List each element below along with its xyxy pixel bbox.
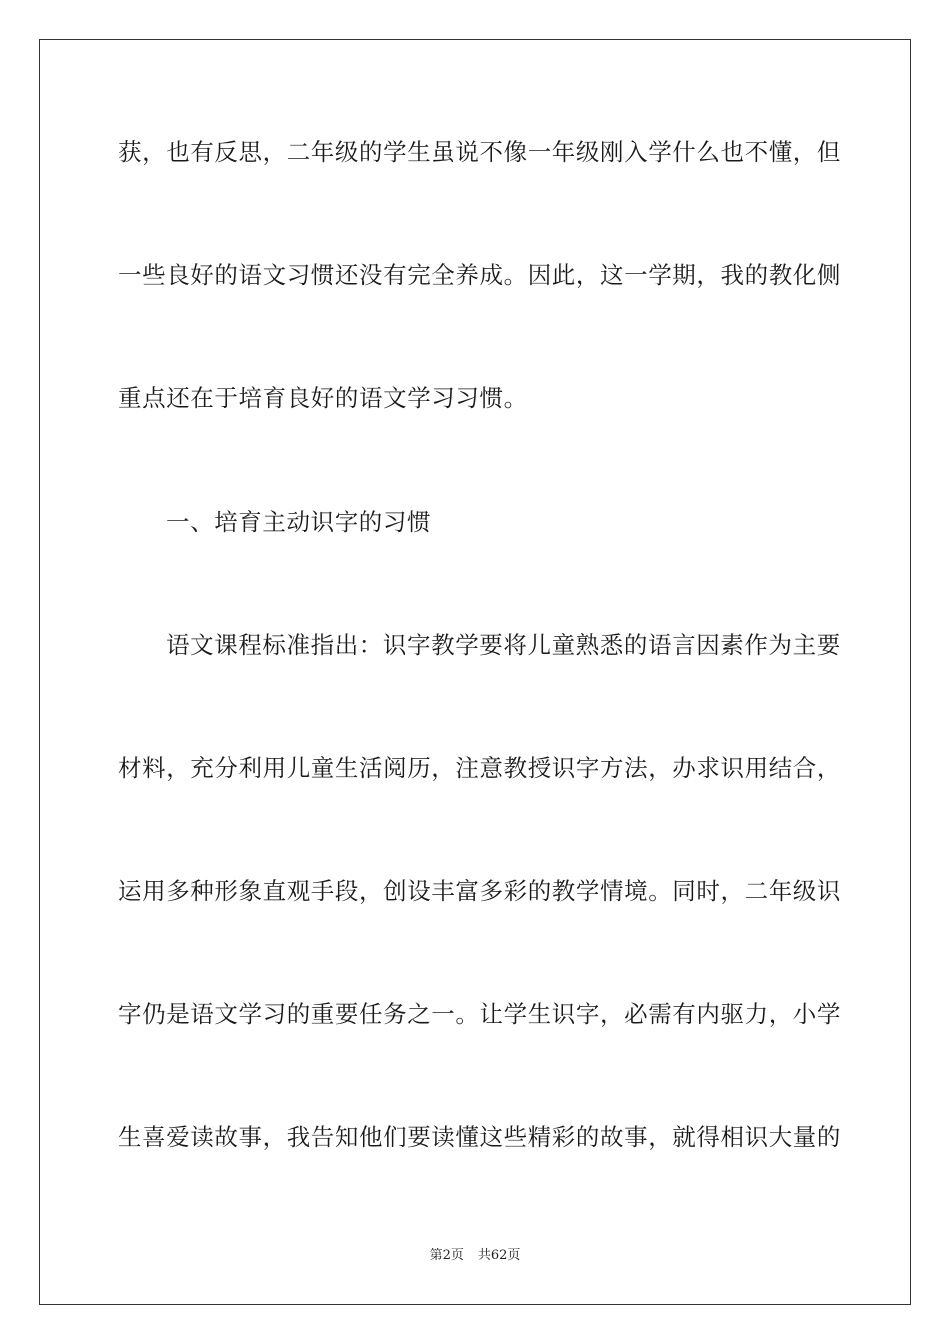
text-line-2: 一些良好的语文习惯还没有完全养成。因此，这一学期，我的教化侧 <box>118 261 841 289</box>
page-footer <box>0 1247 950 1265</box>
text-line-5: 语文课程标准指出：识字教学要将儿童熟悉的语言因素作为主要 <box>166 631 841 659</box>
text-line-3: 重点还在于培育良好的语文学习习惯。 <box>118 384 528 412</box>
page-total: 共62页 <box>477 1248 521 1263</box>
text-line-7: 运用多种形象直观手段，创设丰富多彩的教学情境。同时，二年级识 <box>118 877 841 905</box>
page-number: 第2页 <box>429 1248 464 1263</box>
text-line-6: 材料，充分利用儿童生活阅历，注意教授识字方法，办求识用结合， <box>118 754 841 782</box>
text-line-8: 字仍是语文学习的重要任务之一。让学生识字，必需有内驱力，小学 <box>118 1000 841 1028</box>
page-border <box>39 39 911 1305</box>
text-line-9: 生喜爱读故事，我告知他们要读懂这些精彩的故事，就得相识大量的 <box>118 1123 841 1151</box>
text-line-1: 获，也有反思，二年级的学生虽说不像一年级刚入学什么也不懂，但 <box>118 138 841 166</box>
section-heading: 一、培育主动识字的习惯 <box>166 508 432 536</box>
